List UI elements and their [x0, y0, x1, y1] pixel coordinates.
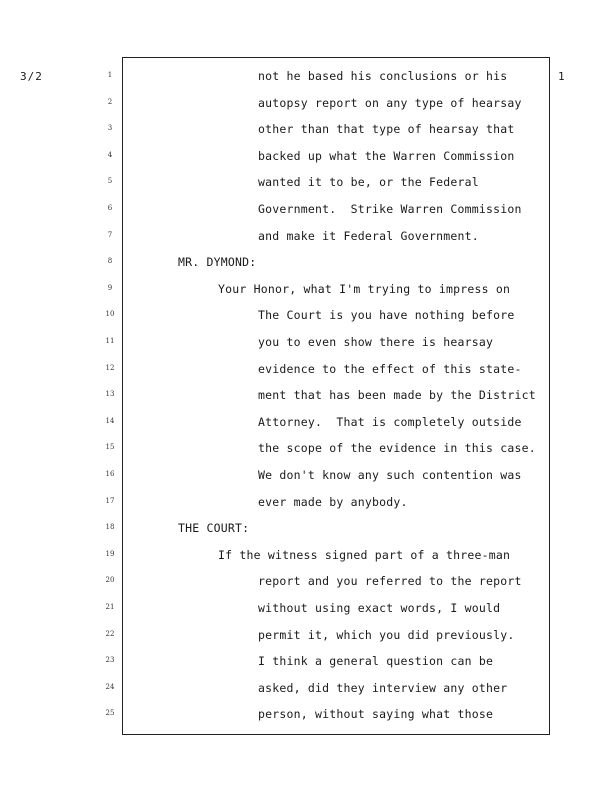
transcript-line: ever made by anybody. [258, 495, 408, 509]
line-number: 3 [107, 124, 113, 132]
line-number: 19 [105, 550, 115, 558]
line-number: 24 [105, 683, 115, 691]
transcript-line: Your Honor, what I'm trying to impress on [218, 282, 511, 296]
transcript-line: ment that has been made by the District [258, 388, 536, 402]
line-number: 5 [107, 177, 113, 185]
transcript-line: person, without saying what those [258, 707, 494, 721]
line-number: 9 [107, 284, 113, 292]
line-number: 4 [107, 151, 113, 159]
transcript-line: If the witness signed part of a three-man [218, 548, 511, 562]
line-number: 7 [107, 231, 113, 239]
transcript-line: without using exact words, I would [258, 601, 501, 615]
transcript-line: backed up what the Warren Commission [258, 149, 515, 163]
transcript-line: MR. DYMOND: [178, 255, 257, 269]
line-number: 20 [105, 576, 115, 584]
line-number: 25 [105, 709, 115, 717]
line-number: 6 [107, 204, 113, 212]
transcript-line: not he based his conclusions or his [258, 69, 508, 83]
line-number: 14 [105, 417, 115, 425]
transcript-line: and make it Federal Government. [258, 229, 479, 243]
line-number: 1 [107, 71, 113, 79]
transcript-line: Attorney. That is completely outside [258, 415, 522, 429]
line-number: 17 [105, 497, 115, 505]
line-number: 8 [107, 257, 113, 265]
transcript-line: you to even show there is hearsay [258, 335, 494, 349]
transcript-line: asked, did they interview any other [258, 681, 508, 695]
transcript-line: I think a general question can be [258, 654, 494, 668]
transcript-line: We don't know any such contention was [258, 468, 522, 482]
transcript-line: the scope of the evidence in this case. [258, 441, 536, 455]
page-id: 3/2 [20, 70, 43, 83]
transcript-line: report and you referred to the report [258, 574, 522, 588]
transcript-line: permit it, which you did previously. [258, 628, 515, 642]
page-number: 1 [558, 70, 565, 83]
line-number: 16 [105, 470, 115, 478]
transcript-line: wanted it to be, or the Federal [258, 175, 479, 189]
transcript-line: The Court is you have nothing before [258, 308, 515, 322]
line-number: 10 [105, 310, 115, 318]
line-number: 12 [105, 364, 115, 372]
transcript-line: Government. Strike Warren Commission [258, 202, 522, 216]
line-number: 11 [105, 337, 115, 345]
line-number: 15 [105, 443, 115, 451]
line-number: 23 [105, 656, 115, 664]
line-number: 22 [105, 630, 115, 638]
transcript-line: autopsy report on any type of hearsay [258, 96, 522, 110]
line-number: 13 [105, 390, 115, 398]
transcript-line: other than that type of hearsay that [258, 122, 515, 136]
transcript-line: evidence to the effect of this state- [258, 362, 522, 376]
line-number: 21 [105, 603, 115, 611]
line-number: 18 [105, 523, 115, 531]
transcript-line: THE COURT: [178, 521, 250, 535]
line-number: 2 [107, 98, 113, 106]
